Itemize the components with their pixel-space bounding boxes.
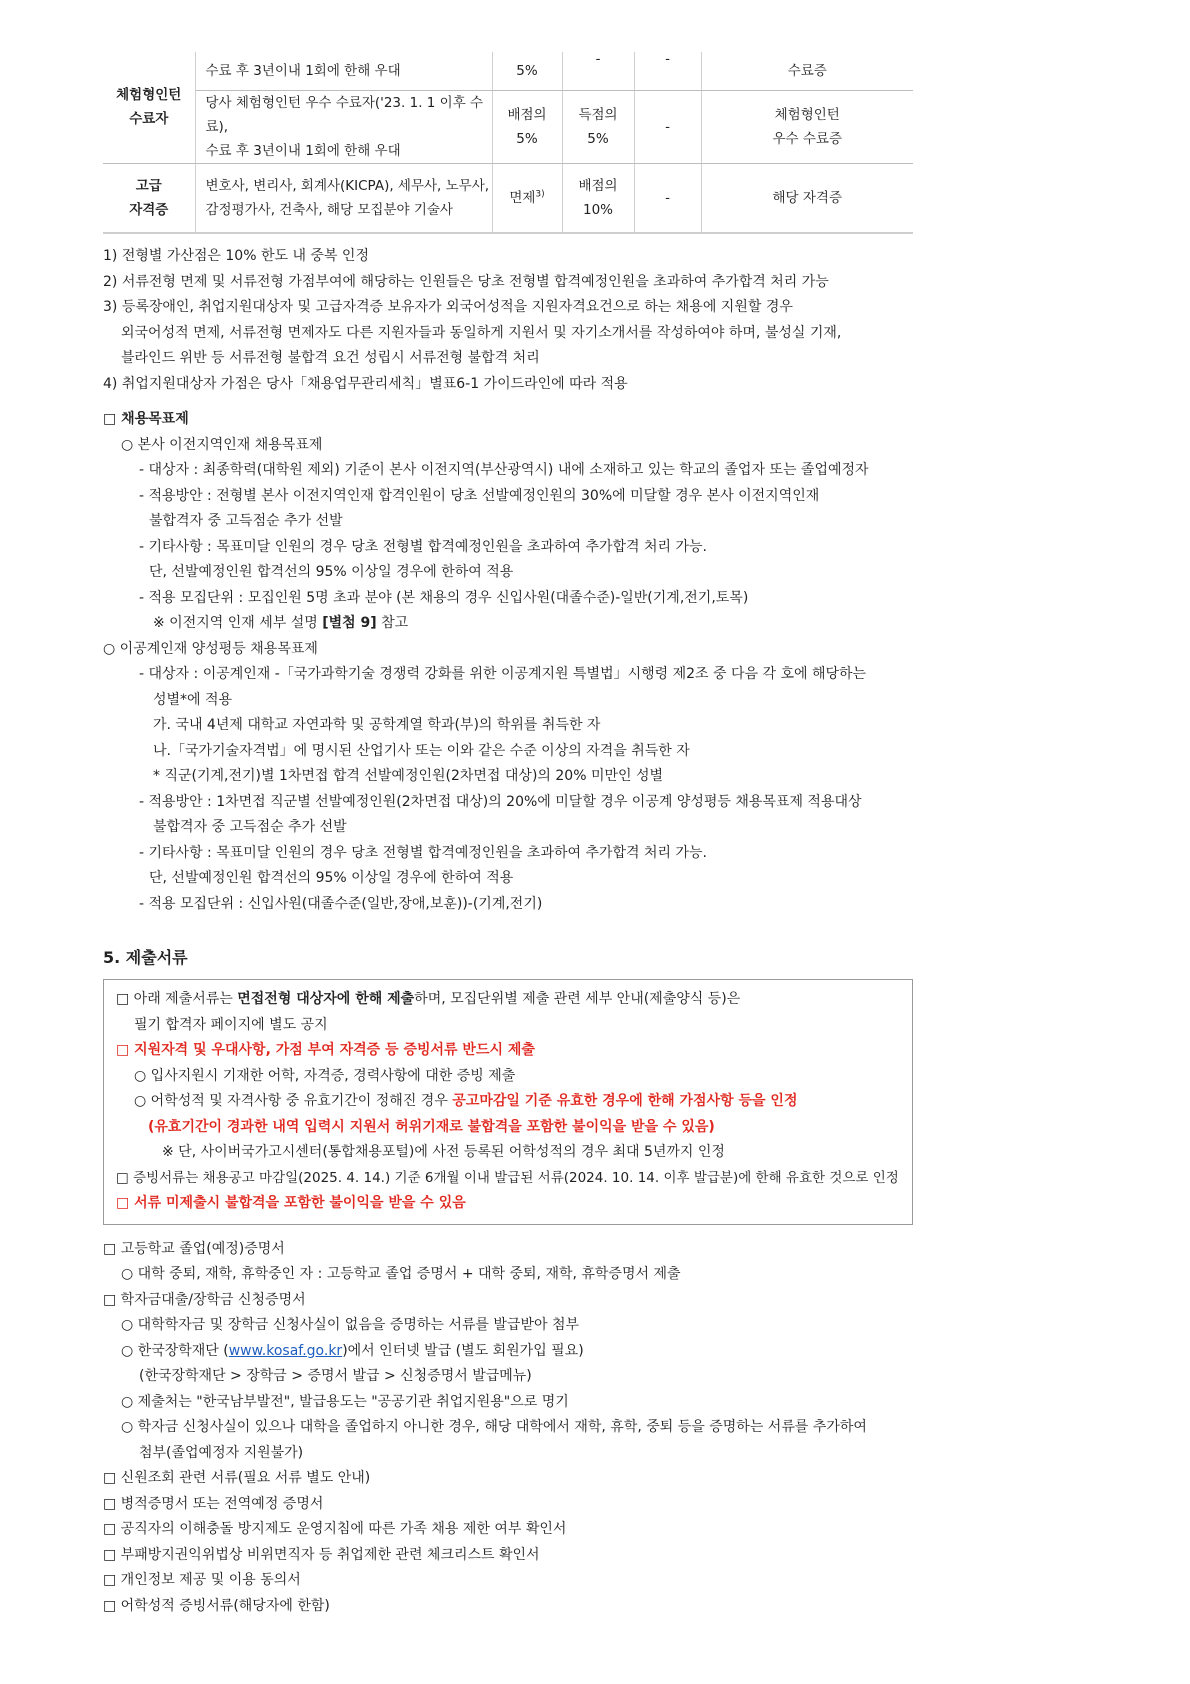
- list-item: - 대상자 : 최종학력(대학원 제외) 기준이 본사 이전지역(부산광역시) 내에 소재하고 있는 학교의 졸업자 또는 졸업예정자: [139, 462, 869, 478]
- footnote: 2) 서류전형 면제 및 서류전형 가점부여에 해당하는 인원들은 당초 전형별 합격예정인원을 초과하여 추가합격 처리 가능: [103, 273, 829, 290]
- list-item: - 기타사항 : 목표미달 인원의 경우 당초 전형별 합격예정인원을 초과하여 추가합격 처리 가능.: [139, 538, 708, 555]
- list-item: 첨부(졸업예정자 지원불가): [139, 1444, 304, 1461]
- table-cell: -: [634, 90, 701, 163]
- list-item: 불합격자 중 고득점순 추가 선발: [149, 513, 343, 529]
- table-cell: 배점의 5%: [492, 90, 562, 163]
- list-item: ○ 대학 중퇴, 재학, 휴학중인 자 : 고등학교 졸업 증명서 + 대학 중퇴, 재학, 휴학증명서 제출: [121, 1266, 681, 1282]
- table-cell: -: [634, 163, 701, 233]
- category-cell: 체험형인턴 수료자: [103, 52, 195, 163]
- document-page: [103, 52, 913, 1619]
- list-item: □ 어학성적 증빙서류(해당자에 한함): [103, 1597, 330, 1614]
- table-cell: 득점의 5%: [562, 90, 634, 163]
- subsection-heading: ○ 본사 이전지역인재 채용목표제: [121, 436, 323, 453]
- table-cell: 배점의 10%: [562, 163, 634, 233]
- notice-line: (유효기간이 경과한 내역 입력시 지원서 허위기재로 불합격을 포함한 불이익을 받을 수 있음): [148, 1118, 715, 1135]
- section-heading: □ 채용목표제: [103, 411, 189, 427]
- footnote: 1) 전형별 가산점은 10% 한도 내 중복 인정: [103, 248, 369, 264]
- list-item: □ 부패방지권익위법상 비위면직자 등 취업제한 관련 체크리스트 확인서: [103, 1546, 540, 1563]
- notice-line: ○ 어학성적 및 자격사항 중 유효기간이 정해진 경우 공고마감일 기준 유효한 경우에 한해 가점사항 등을 인정: [134, 1093, 798, 1109]
- table-row: [103, 90, 913, 163]
- hiring-target-section: [103, 407, 913, 917]
- list-item: □ 학자금대출/장학금 신청증명서: [103, 1291, 306, 1308]
- footnote-mark: 3): [535, 189, 545, 200]
- section-title: 5. 제출서류: [103, 948, 188, 967]
- list-item: - 기타사항 : 목표미달 인원의 경우 당초 전형별 합격예정인원을 초과하여 추가합격 처리 가능.: [139, 844, 708, 861]
- notice-line: □ 증빙서류는 채용공고 마감일(2025. 4. 14.) 기준 6개월 이내 발급된 서류(2024. 10. 14. 이후 발급분)에 한해 유효한 것으로 인정: [116, 1169, 899, 1186]
- table-cell: -: [634, 52, 701, 90]
- subsection-heading: ○ 이공계인재 양성평등 채용목표제: [103, 640, 318, 657]
- list-item: - 적용 모집단위 : 모집인원 5명 초과 분야 (본 채용의 경우 신입사원(대졸수준)-일반(기계,전기,토목): [139, 589, 749, 606]
- list-item: ○ 제출처는 "한국남부발전", 발급용도는 "공공기관 취업지원용"으로 명기: [121, 1393, 569, 1410]
- list-item: ○ 학자금 신청사실이 있으나 대학을 졸업하지 아니한 경우, 해당 대학에서 재학, 휴학, 중퇴 등을 증명하는 서류를 추가하여: [121, 1419, 867, 1435]
- table-cell: 해당 자격증: [701, 163, 913, 233]
- table-cell: 면제$^{3)}$: [492, 163, 562, 233]
- list-item: - 적용방안 : 전형별 본사 이전지역인재 합격인원이 당초 선발예정인원의 30%에 미달할 경우 본사 이전지역인재: [139, 487, 820, 504]
- list-item: 단, 선발예정인원 합격선의 95% 이상일 경우에 한하여 적용: [149, 564, 514, 580]
- footnote: 4) 취업지원대상자 가점은 당사「채용업무관리세칙」별표6-1 가이드라인에 따라 적용: [103, 375, 628, 392]
- list-item: □ 병적증명서 또는 전역예정 증명서: [103, 1495, 324, 1512]
- list-item: □ 신원조회 관련 서류(필요 서류 별도 안내): [103, 1470, 371, 1486]
- table-cell: 수료증: [701, 52, 913, 90]
- notice-box: [103, 979, 913, 1225]
- list-item: □ 공직자의 이해충돌 방지제도 운영지침에 따른 가족 채용 제한 여부 확인서: [103, 1521, 567, 1537]
- list-item: - 적용방안 : 1차면접 직군별 선발예정인원(2차면접 대상)의 20%에 미달할 경우 이공계 양성평등 채용목표제 적용대상: [139, 793, 862, 810]
- list-item: □ 고등학교 졸업(예정)증명서: [103, 1240, 285, 1257]
- list-item: - 대상자 : 이공계인재 -「국가과학기술 경쟁력 강화를 위한 이공계지원 특별법」시행령 제2조 중 다음 각 호에 해당하는: [139, 666, 867, 682]
- table-row: [103, 163, 913, 233]
- list-item: * 직군(기계,전기)별 1차면접 합격 선발예정인원(2차면접 대상)의 20% 미만인 성별: [153, 768, 664, 784]
- list-item: 단, 선발예정인원 합격선의 95% 이상일 경우에 한하여 적용: [149, 870, 514, 886]
- notice-line: ※ 단, 사이버국가고시센터(통합채용포털)에 사전 등록된 어학성적의 경우 최대 5년까지 인정: [162, 1144, 725, 1160]
- list-item: ○ 대학학자금 및 장학금 신청사실이 없음을 증명하는 서류를 발급받아 첨부: [121, 1317, 579, 1333]
- category-cell: 고급 자격증: [103, 163, 195, 233]
- list-item: (한국장학재단 > 장학금 > 증명서 발급 > 신청증명서 발급메뉴): [139, 1368, 532, 1384]
- footnotes: [103, 244, 913, 397]
- list-item: ○ 한국장학재단 (www.kosaf.go.kr)에서 인터넷 발급 (별도 회원가입 필요): [121, 1342, 584, 1359]
- footnote: 외국어성적 면제, 서류전형 면제자도 다른 지원자들과 동일하게 지원서 및 자기소개서를 작성하여야 하며, 불성실 기재,: [121, 324, 842, 341]
- list-item: 나.「국가기술자격법」에 명시된 산업기사 또는 이와 같은 수준 이상의 자격을 취득한 자: [153, 742, 690, 759]
- table-cell: 5%: [492, 52, 562, 90]
- footnote: 3) 등록장애인, 취업지원대상자 및 고급자격증 보유자가 외국어성적을 지원자격요건으로 하는 채용에 지원할 경우: [103, 299, 793, 315]
- table-cell: -: [562, 52, 634, 90]
- list-item: - 적용 모집단위 : 신입사원(대졸수준(일반,장애,보훈))-(기계,전기): [139, 895, 543, 912]
- list-item: 성별*에 적용: [153, 691, 233, 708]
- description-cell: 당사 체험형인턴 우수 수료자('23. 1. 1 이후 수료), 수료 후 3년이내 1회에 한해 우대: [195, 90, 492, 163]
- footnote: 블라인드 위반 등 서류전형 불합격 요건 성립시 서류전형 불합격 처리: [121, 350, 540, 366]
- kosaf-link[interactable]: www.kosaf.go.kr: [228, 1342, 343, 1359]
- notice-line: □ 지원자격 및 우대사항, 가점 부여 자격증 등 증빙서류 반드시 제출: [116, 1042, 535, 1058]
- reference-note: ※ 이전지역 인재 세부 설명 [별첨 9] 참고: [153, 615, 409, 631]
- bonus-table: [103, 52, 913, 234]
- notice-line: 필기 합격자 페이지에 별도 공지: [134, 1016, 328, 1033]
- notice-line: ○ 입사지원시 기재한 어학, 자격증, 경력사항에 대한 증빙 제출: [134, 1067, 516, 1084]
- description-cell: 수료 후 3년이내 1회에 한해 우대: [195, 52, 492, 90]
- notice-line: □ 서류 미제출시 불합격을 포함한 불이익을 받을 수 있음: [116, 1195, 466, 1211]
- notice-line: □ 아래 제출서류는 면접전형 대상자에 한해 제출하며, 모집단위별 제출 관련 세부 안내(제출양식 등)은: [116, 991, 741, 1007]
- list-item: 불합격자 중 고득점순 추가 선발: [153, 819, 347, 835]
- documents-section: [103, 945, 913, 1619]
- table-row: [103, 52, 913, 90]
- list-item: 가. 국내 4년제 대학교 자연과학 및 공학계열 학과(부)의 학위를 취득한 자: [153, 717, 601, 733]
- list-item: □ 개인정보 제공 및 이용 동의서: [103, 1572, 301, 1588]
- description-cell: 변호사, 변리사, 회계사(KICPA), 세무사, 노무사, 감정평가사, 건축사, 해당 모집분야 기술사: [195, 163, 492, 233]
- table-cell: 체험형인턴 우수 수료증: [701, 90, 913, 163]
- document-list: [103, 1237, 913, 1620]
